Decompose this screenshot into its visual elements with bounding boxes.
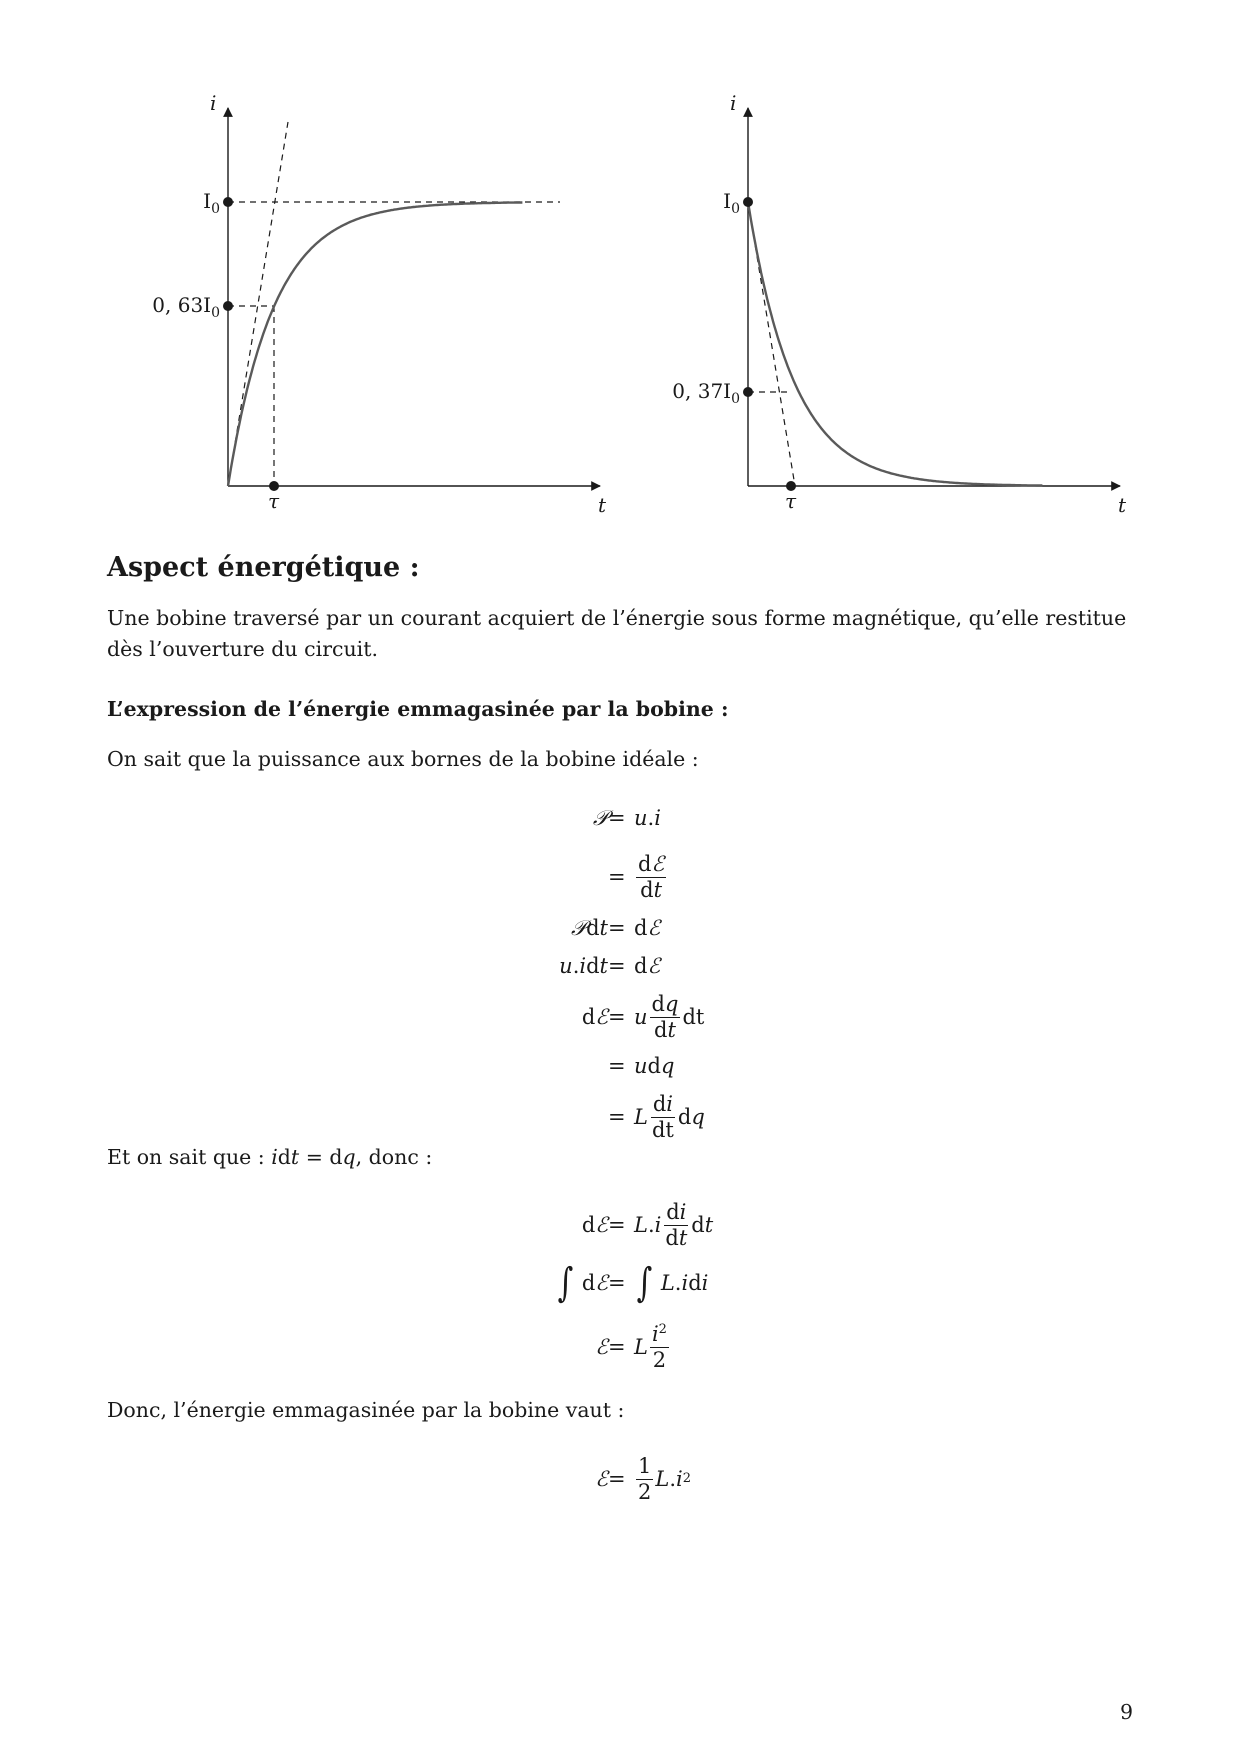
label-063-sub: 0: [211, 305, 220, 321]
integral-sign: ∫: [636, 1260, 653, 1306]
sym-P: 𝒫: [570, 915, 587, 940]
eq2-equals: =: [608, 865, 626, 889]
sym-d: d: [581, 1213, 596, 1237]
relation-t: t: [290, 1145, 300, 1169]
eq8-rhs: [634, 1196, 713, 1254]
sym-q: q: [660, 1054, 675, 1078]
sym-d: d: [691, 1213, 705, 1237]
sym-dot: .: [647, 1213, 655, 1237]
relation-q: q: [342, 1145, 356, 1169]
frac-num: [650, 993, 681, 1017]
label-I0-sub: 0: [211, 201, 220, 217]
y-axis-label: i: [210, 91, 217, 115]
tau-label: τ: [785, 489, 797, 513]
eq1-equals: =: [608, 806, 626, 830]
sym-E: ℰ: [595, 1005, 608, 1029]
frac-dq-dt: [650, 993, 681, 1040]
sym-t: t: [667, 1017, 676, 1042]
eq-row-4: [0, 946, 1240, 986]
sym-d: d: [634, 954, 648, 978]
sym-L: L: [634, 1335, 648, 1359]
sym-P: 𝒫: [592, 805, 608, 830]
y-axis-label: i: [730, 91, 737, 115]
frac-num: [651, 1093, 675, 1117]
sym-E: ℰ: [651, 852, 665, 877]
label-037-var: I: [723, 379, 732, 403]
sym-i: i: [701, 1271, 709, 1295]
sym-dot: .: [674, 1271, 682, 1295]
eq10-lhs: [595, 1316, 608, 1378]
eqf-rhs: $\frac{1}{2}$ L . i 2: [638, 1454, 692, 1504]
sym-i: i: [681, 1271, 689, 1295]
sym-q: q: [691, 1105, 705, 1129]
eq9-rhs: [634, 1258, 708, 1308]
sym-d: d: [651, 1117, 666, 1142]
sym-E: ℰ: [647, 954, 661, 978]
eq9-lhs: [555, 1258, 608, 1308]
eq3-rhs: [634, 908, 660, 948]
eq5-lhs: [582, 988, 608, 1046]
frac-num: [664, 1201, 688, 1225]
sym-E: ℰ: [595, 1335, 608, 1359]
frac-den: [652, 1018, 678, 1041]
sym-u: u: [634, 1054, 648, 1078]
label-037-I0: [672, 379, 740, 407]
sym-L: L: [634, 1213, 648, 1237]
sym-i: i: [654, 806, 661, 830]
tau-label: τ: [268, 489, 280, 513]
relation-suffix: , donc :: [355, 1145, 433, 1169]
frac-di-dt: [663, 1201, 689, 1248]
sym-d: d: [677, 1105, 692, 1129]
sym-u: u: [559, 954, 573, 978]
label-063-I0: [152, 293, 220, 321]
sym-E: ℰ: [595, 1467, 608, 1491]
sym-t-roman: t: [695, 1005, 705, 1029]
frac-den: [650, 1118, 676, 1141]
frac-num: 1: [638, 1454, 652, 1479]
eq7-equals: =: [608, 1105, 626, 1129]
frac-num: [636, 853, 666, 877]
sym-d: d: [638, 852, 652, 877]
sym-E: ℰ: [647, 916, 661, 940]
eq7-rhs: [634, 1088, 705, 1146]
section-title: Aspect énergétique :: [107, 552, 420, 583]
eq-row-7: [0, 1088, 1240, 1146]
eq3-equals: =: [608, 916, 626, 940]
label-I0-sub: 0: [731, 201, 740, 217]
page-number: 9: [1119, 1700, 1133, 1724]
eq3-lhs: [571, 908, 608, 948]
relation-prefix: Et on sait que :: [107, 1145, 272, 1169]
sym-L: L: [660, 1271, 675, 1295]
sym-d: d: [634, 916, 648, 940]
sym-L: L: [655, 1467, 670, 1491]
frac-num: [650, 1323, 669, 1347]
sym-i: i: [679, 1200, 687, 1225]
sym-d: d: [586, 916, 600, 940]
sym-d: d: [581, 1271, 596, 1295]
point-I0: [743, 197, 753, 207]
x-axis-label: t: [1118, 493, 1127, 517]
relation-i: i: [271, 1145, 278, 1169]
sym-d: d: [688, 1271, 702, 1295]
conclusion-paragraph: Donc, l’énergie emmagasinée par la bobine vaut :: [107, 1398, 625, 1422]
eq-row-2: [0, 848, 1240, 906]
eq1-lhs: [593, 798, 608, 838]
label-037-prefix: 0, 37: [672, 379, 724, 403]
sym-L: L: [634, 1105, 648, 1129]
eq1-rhs: [634, 798, 661, 838]
point-063-I0: [223, 301, 233, 311]
sym-d: d: [651, 992, 665, 1017]
frac-1-2: [636, 1455, 653, 1502]
sym-t: t: [599, 954, 608, 978]
sym-d: d: [640, 877, 654, 902]
label-063-var: I: [203, 293, 212, 317]
eq5-rhs: [634, 988, 704, 1046]
sym-i: i: [676, 1467, 683, 1491]
eq-row-5: [0, 988, 1240, 1046]
sym-d: d: [666, 1200, 680, 1225]
eq-row-1: [0, 798, 1240, 838]
eqf-equals: =: [608, 1467, 626, 1491]
relation-paragraph: [107, 1142, 1133, 1173]
eq-row-8: [0, 1196, 1240, 1254]
eq2-rhs: [634, 848, 668, 906]
graph-rise-canvas: [140, 90, 640, 520]
sym-d: d: [652, 1092, 667, 1117]
label-I0-var: I: [203, 189, 212, 213]
intro-paragraph: Une bobine traversé par un courant acquiert de l’énergie sous forme magnétique, qu’elle restitue dès l’ouverture du circuit.: [107, 606, 1127, 661]
sym-dot: .: [669, 1467, 677, 1491]
eq10-equals: =: [608, 1335, 626, 1359]
frac-di-dt: [650, 1093, 676, 1140]
sym-dot: .: [572, 954, 580, 978]
integral-sign: ∫: [557, 1260, 574, 1306]
sym-i: i: [579, 954, 587, 978]
label-037-sub: 0: [731, 391, 740, 407]
eq4-rhs: [634, 946, 660, 986]
eq-row-6: [0, 1046, 1240, 1086]
power-paragraph: On sait que la puissance aux bornes de la bobine idéale :: [107, 747, 699, 771]
graph-decay-canvas: [660, 90, 1160, 520]
sym-i: i: [654, 1213, 662, 1237]
eq4-lhs: [559, 946, 608, 986]
sym-d: d: [586, 954, 600, 978]
sym-d: d: [682, 1005, 696, 1029]
frac-den: [638, 878, 664, 901]
eq6-rhs: [634, 1046, 674, 1086]
label-I0: [203, 189, 220, 217]
sym-i: i: [651, 1322, 659, 1347]
sym-d: d: [654, 1017, 668, 1042]
frac-i2-2: [650, 1323, 669, 1370]
eqf-lhs: [595, 1448, 608, 1510]
eq9-equals: =: [608, 1271, 626, 1295]
sym-u: u: [634, 806, 648, 830]
eq-row-10: [0, 1316, 1240, 1378]
frac-den: 2: [652, 1347, 667, 1372]
label-I0-var: I: [723, 189, 732, 213]
sym-u: u: [634, 1005, 648, 1029]
eq10-rhs: [634, 1316, 671, 1378]
sym-t: t: [678, 1225, 688, 1250]
sym-d: d: [665, 1225, 679, 1250]
frac-dE-dt: [636, 853, 666, 900]
current-curve: [748, 202, 1042, 486]
eq4-equals: =: [608, 954, 626, 978]
exp-2: 2: [658, 1322, 667, 1338]
sym-t: t: [704, 1213, 714, 1237]
sym-t: t: [599, 916, 608, 940]
label-I0: [723, 189, 740, 217]
sym-dot: .: [647, 806, 655, 830]
sym-q: q: [664, 992, 679, 1017]
current-curve: [228, 203, 522, 487]
eq8-equals: =: [608, 1213, 626, 1237]
graph-current-rise: [140, 90, 640, 520]
graph-current-decay: [660, 90, 1160, 520]
sym-d: d: [647, 1054, 661, 1078]
label-063-prefix: 0, 63: [152, 293, 204, 317]
eq6-equals: =: [608, 1054, 626, 1078]
point-037-I0: [743, 387, 753, 397]
relation-d: d: [277, 1145, 291, 1169]
eq8-lhs: [582, 1196, 608, 1254]
sym-t: t: [653, 877, 663, 902]
x-axis-label: t: [598, 493, 607, 517]
eq-row-9: [0, 1258, 1240, 1308]
relation-eq: = d: [299, 1145, 343, 1169]
sym-E: ℰ: [595, 1271, 608, 1295]
sym-E: ℰ: [595, 1213, 608, 1237]
eq5-equals: =: [608, 1005, 626, 1029]
frac-den: [663, 1226, 689, 1249]
eq-row-final: [0, 1448, 1240, 1510]
sym-d: d: [581, 1005, 596, 1029]
eq-row-3: [0, 908, 1240, 948]
frac-den: 2: [638, 1479, 652, 1504]
sym-t: t: [665, 1117, 674, 1142]
subsection-title: L’expression de l’énergie emmagasinée par la bobine :: [107, 697, 729, 721]
point-I0: [223, 197, 233, 207]
sym-i: i: [666, 1092, 673, 1117]
